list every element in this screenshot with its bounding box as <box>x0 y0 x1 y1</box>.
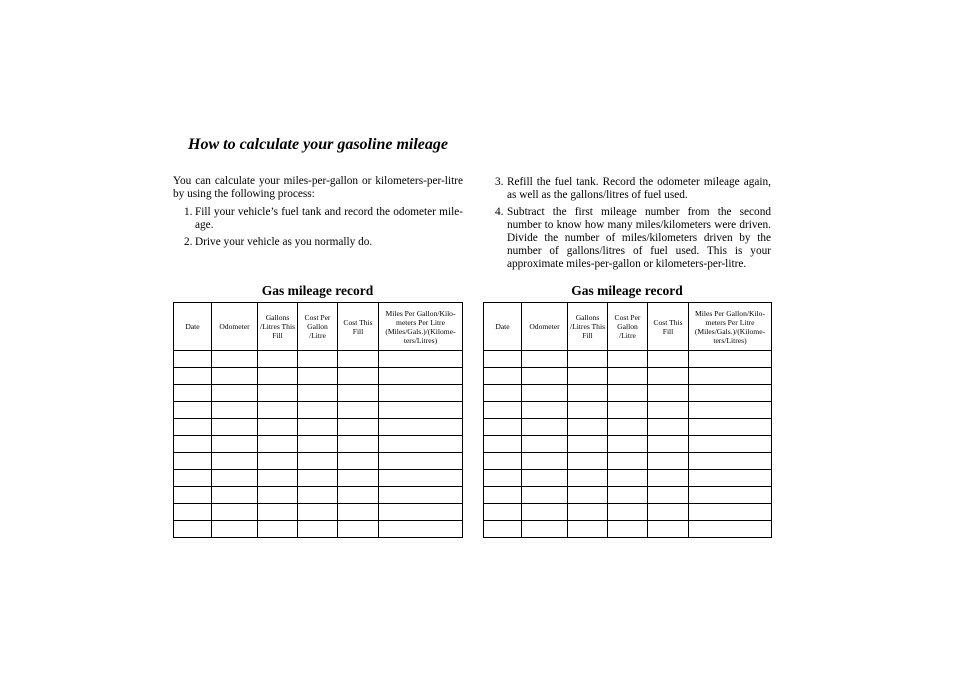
table-cell[interactable] <box>258 453 298 470</box>
table-row <box>484 351 772 368</box>
table-cell[interactable] <box>689 402 772 419</box>
column-header: Cost Per Gallon /Litre <box>298 303 338 351</box>
table-cell[interactable] <box>174 470 212 487</box>
table-cell[interactable] <box>608 487 648 504</box>
table-cell[interactable] <box>379 487 463 504</box>
table-cell[interactable] <box>484 487 522 504</box>
table-cell[interactable] <box>258 385 298 402</box>
table-row <box>174 453 463 470</box>
table-cell[interactable] <box>522 419 568 436</box>
table-cell[interactable] <box>212 385 258 402</box>
table-cell[interactable] <box>568 504 608 521</box>
table-cell[interactable] <box>212 470 258 487</box>
column-header: Date <box>484 303 522 351</box>
table-cell[interactable] <box>298 436 338 453</box>
step-number: 2. <box>184 236 193 248</box>
table-cell[interactable] <box>689 368 772 385</box>
table-header-row <box>484 303 772 351</box>
table-cell[interactable] <box>258 368 298 385</box>
column-header: Cost This Fill <box>648 303 689 351</box>
table-row <box>174 504 463 521</box>
table-cell[interactable] <box>608 470 648 487</box>
table-cell[interactable] <box>689 436 772 453</box>
table-body <box>484 351 772 538</box>
table-cell[interactable] <box>689 487 772 504</box>
table-cell[interactable] <box>379 419 463 436</box>
table-cell[interactable] <box>298 351 338 368</box>
table-header-row <box>174 303 463 351</box>
table-cell[interactable] <box>212 453 258 470</box>
table-cell[interactable] <box>379 521 463 538</box>
table-cell[interactable] <box>689 385 772 402</box>
step-number: 1. <box>184 206 193 218</box>
table-cell[interactable] <box>689 470 772 487</box>
table-cell[interactable] <box>484 436 522 453</box>
left-text-column <box>173 175 463 253</box>
table-cell[interactable] <box>608 368 648 385</box>
table-cell[interactable] <box>258 487 298 504</box>
table-cell[interactable] <box>648 521 689 538</box>
table-cell[interactable] <box>484 419 522 436</box>
step-number: 4. <box>495 206 504 218</box>
column-header: Date <box>174 303 212 351</box>
column-header: Cost This Fill <box>338 303 379 351</box>
table-cell[interactable] <box>338 436 379 453</box>
table-cell[interactable] <box>174 521 212 538</box>
table-row <box>484 504 772 521</box>
table-cell[interactable] <box>174 436 212 453</box>
table-cell[interactable] <box>648 470 689 487</box>
table-cell[interactable] <box>568 351 608 368</box>
table-cell[interactable] <box>648 402 689 419</box>
table-cell[interactable] <box>174 487 212 504</box>
table-row <box>174 402 463 419</box>
table-cell[interactable] <box>568 385 608 402</box>
table-cell[interactable] <box>212 351 258 368</box>
table-cell[interactable] <box>338 351 379 368</box>
step-item <box>495 176 771 202</box>
gas-mileage-table-right <box>483 302 772 538</box>
table-body <box>174 351 463 538</box>
table-cell[interactable] <box>484 385 522 402</box>
table-cell[interactable] <box>484 368 522 385</box>
table-cell[interactable] <box>522 368 568 385</box>
table-cell[interactable] <box>258 470 298 487</box>
table-cell[interactable] <box>522 436 568 453</box>
table-cell[interactable] <box>338 402 379 419</box>
step-item <box>495 206 771 271</box>
table-cell[interactable] <box>174 351 212 368</box>
table-cell[interactable] <box>484 504 522 521</box>
column-header: Cost Per Gallon /Litre <box>608 303 648 351</box>
table-cell[interactable] <box>648 487 689 504</box>
step-number: 3. <box>495 176 504 188</box>
table-cell[interactable] <box>568 487 608 504</box>
intro-paragraph: You can calculate your miles-per-gallon or kilometers-per-litre by using the following process: <box>173 175 463 200</box>
table-cell[interactable] <box>298 470 338 487</box>
table-cell[interactable] <box>212 487 258 504</box>
table-cell[interactable] <box>484 521 522 538</box>
table-cell[interactable] <box>379 351 463 368</box>
table-row <box>484 368 772 385</box>
table-cell[interactable] <box>174 385 212 402</box>
step-text: Drive your vehicle as you normally do. <box>195 236 373 248</box>
table-row <box>484 453 772 470</box>
table-row <box>484 402 772 419</box>
step-text: Fill your vehicle’s fuel tank and record the odometer mile-age. <box>195 206 463 231</box>
table-row <box>174 470 463 487</box>
table-cell[interactable] <box>258 402 298 419</box>
table-row <box>484 470 772 487</box>
table-cell[interactable] <box>648 419 689 436</box>
table-row <box>174 487 463 504</box>
table-cell[interactable] <box>568 470 608 487</box>
table-row <box>174 351 463 368</box>
table-cell[interactable] <box>608 453 648 470</box>
table-cell[interactable] <box>522 402 568 419</box>
table-cell[interactable] <box>298 487 338 504</box>
table-cell[interactable] <box>379 504 463 521</box>
table-cell[interactable] <box>174 504 212 521</box>
table-cell[interactable] <box>338 385 379 402</box>
table-cell[interactable] <box>648 351 689 368</box>
table-row <box>484 419 772 436</box>
table-cell[interactable] <box>174 368 212 385</box>
table-cell[interactable] <box>212 402 258 419</box>
steps-list-left <box>184 206 463 249</box>
table-cell[interactable] <box>648 385 689 402</box>
table-cell[interactable] <box>608 436 648 453</box>
table-cell[interactable] <box>484 453 522 470</box>
table-cell[interactable] <box>298 453 338 470</box>
table-cell[interactable] <box>608 419 648 436</box>
table-cell[interactable] <box>568 419 608 436</box>
table-cell[interactable] <box>689 453 772 470</box>
table-row <box>484 487 772 504</box>
column-header: Miles Per Gallon/Kilo-meters Per Litre (Miles/Gals.)/(Kilome-ters/Litres) <box>379 303 463 351</box>
table-row <box>174 385 463 402</box>
table-cell[interactable] <box>174 453 212 470</box>
table-cell[interactable] <box>568 368 608 385</box>
table-cell[interactable] <box>522 487 568 504</box>
table-cell[interactable] <box>298 521 338 538</box>
table-cell[interactable] <box>212 368 258 385</box>
table-cell[interactable] <box>608 351 648 368</box>
table-cell[interactable] <box>522 453 568 470</box>
table-row <box>484 521 772 538</box>
table-cell[interactable] <box>522 504 568 521</box>
step-item <box>184 236 463 249</box>
table-cell[interactable] <box>258 351 298 368</box>
page-heading: How to calculate your gasoline mileage <box>188 136 448 153</box>
table-cell[interactable] <box>648 504 689 521</box>
table-title-left: Gas mileage record <box>261 283 374 298</box>
table-cell[interactable] <box>379 470 463 487</box>
table-cell[interactable] <box>568 453 608 470</box>
table-cell[interactable] <box>379 436 463 453</box>
table-cell[interactable] <box>689 419 772 436</box>
table-cell[interactable] <box>298 385 338 402</box>
table-cell[interactable] <box>568 436 608 453</box>
step-text: Refill the fuel tank. Record the odometer mileage again, as well as the gallons/litres of fuel used. <box>507 176 771 201</box>
column-header: Gallons /Litres This Fill <box>568 303 608 351</box>
table-cell[interactable] <box>174 402 212 419</box>
gas-mileage-table-left <box>173 302 463 538</box>
table-cell[interactable] <box>212 436 258 453</box>
table-cell[interactable] <box>212 504 258 521</box>
table-cell[interactable] <box>338 470 379 487</box>
table-cell[interactable] <box>379 368 463 385</box>
table-cell[interactable] <box>484 402 522 419</box>
table-cell[interactable] <box>522 470 568 487</box>
table-cell[interactable] <box>298 419 338 436</box>
table-cell[interactable] <box>338 419 379 436</box>
table-cell[interactable] <box>298 368 338 385</box>
table-cell[interactable] <box>212 521 258 538</box>
table-cell[interactable] <box>608 521 648 538</box>
table-cell[interactable] <box>522 385 568 402</box>
table-cell[interactable] <box>338 368 379 385</box>
table-cell[interactable] <box>568 521 608 538</box>
table-cell[interactable] <box>522 351 568 368</box>
table-cell[interactable] <box>298 504 338 521</box>
column-header: Odometer <box>522 303 568 351</box>
step-item <box>184 206 463 232</box>
table-row <box>174 419 463 436</box>
table-cell[interactable] <box>338 504 379 521</box>
table-row <box>174 368 463 385</box>
table-cell[interactable] <box>484 351 522 368</box>
right-text-column <box>495 176 771 275</box>
table-cell[interactable] <box>689 504 772 521</box>
column-header: Miles Per Gallon/Kilo-meters Per Litre (Miles/Gals.)/(Kilome-ters/Litres) <box>689 303 772 351</box>
table-cell[interactable] <box>258 436 298 453</box>
table-cell[interactable] <box>608 402 648 419</box>
column-header: Gallons /Litres This Fill <box>258 303 298 351</box>
table-cell[interactable] <box>258 504 298 521</box>
step-text: Subtract the first mileage number from the second number to know how many miles/kilometers were driven. Divide the number of miles/kilometers driven by the number of gallons/litres of fuel used. This is your approximate miles-per-gallon or kilometers-per-litre. <box>507 206 771 270</box>
table-row <box>484 436 772 453</box>
table-cell[interactable] <box>689 521 772 538</box>
table-cell[interactable] <box>648 453 689 470</box>
table-cell[interactable] <box>608 504 648 521</box>
table-cell[interactable] <box>608 385 648 402</box>
table-cell[interactable] <box>648 436 689 453</box>
table-cell[interactable] <box>689 351 772 368</box>
table-cell[interactable] <box>174 419 212 436</box>
table-cell[interactable] <box>379 402 463 419</box>
table-cell[interactable] <box>522 521 568 538</box>
table-cell[interactable] <box>258 521 298 538</box>
table-row <box>484 385 772 402</box>
table-cell[interactable] <box>484 470 522 487</box>
table-row <box>174 521 463 538</box>
table-cell[interactable] <box>338 453 379 470</box>
table-title-right: Gas mileage record <box>571 283 683 298</box>
table-cell[interactable] <box>212 419 258 436</box>
table-row <box>174 436 463 453</box>
table-cell[interactable] <box>338 487 379 504</box>
table-cell[interactable] <box>568 402 608 419</box>
column-header: Odometer <box>212 303 258 351</box>
table-cell[interactable] <box>379 385 463 402</box>
table-cell[interactable] <box>379 453 463 470</box>
table-cell[interactable] <box>338 521 379 538</box>
table-cell[interactable] <box>648 368 689 385</box>
steps-list-right <box>495 176 771 271</box>
table-cell[interactable] <box>298 402 338 419</box>
table-cell[interactable] <box>258 419 298 436</box>
